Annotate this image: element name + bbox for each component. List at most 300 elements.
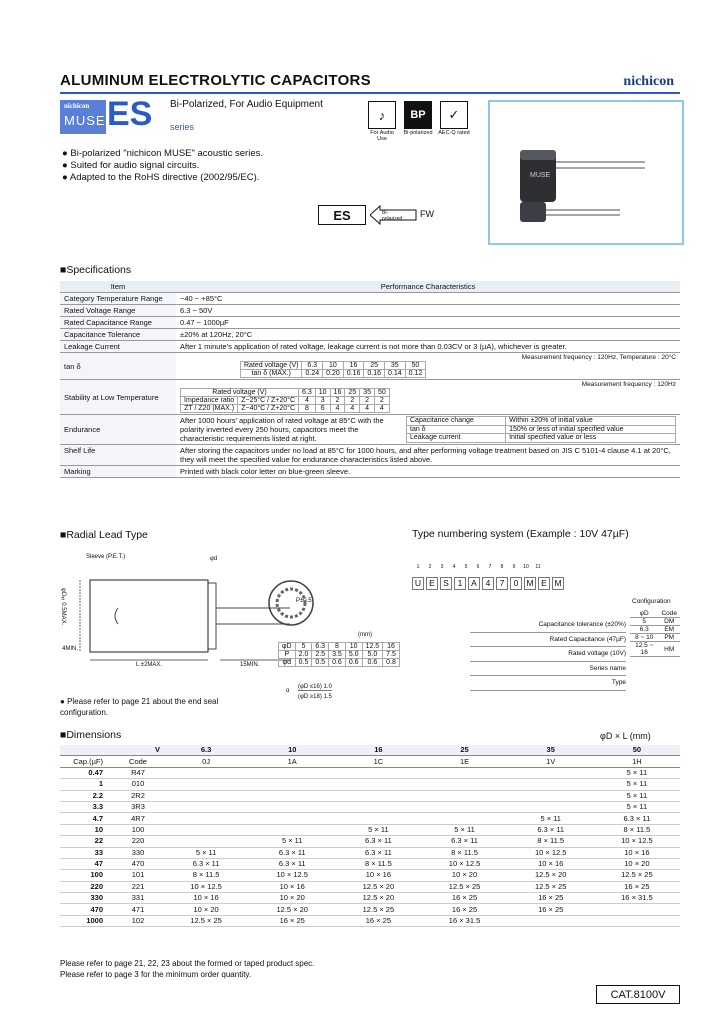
spec-key: Leakage Current <box>60 341 176 353</box>
lowtemp-voltage: 35 <box>360 389 375 397</box>
table-row <box>630 618 680 626</box>
spec-key: Capacitance Tolerance <box>60 329 176 341</box>
typenum-char: 0 <box>510 577 522 590</box>
footer-note: Please refer to page 3 for the minimum order quantity. <box>60 970 252 979</box>
end-seal-note-line2: configuration. <box>60 708 109 717</box>
dims-size <box>249 767 335 778</box>
lead-table-head: φd <box>279 659 296 667</box>
lowtemp-voltage: 6.3 <box>299 389 316 397</box>
lowtemp-cell <box>176 380 680 415</box>
bullet-text: Suited for audio signal circuits. <box>70 160 200 171</box>
dims-code: 331 <box>113 893 163 904</box>
spec-key: tan δ <box>60 353 176 380</box>
lead-cell: 6.3 <box>312 643 329 651</box>
table-row <box>60 380 680 415</box>
lowtemp-r1-label: Z−25°C / Z+20°C <box>238 397 299 405</box>
lead-cell: 0.6 <box>362 659 383 667</box>
table-row <box>279 659 400 667</box>
end-seal-icon <box>266 578 316 628</box>
dims-size: 16 × 25 <box>508 904 594 915</box>
flow-target: FW <box>420 209 434 219</box>
bullet-text: Bi-polarized "nichicon MUSE" acoustic series. <box>70 148 263 159</box>
dims-size: 6.3 × 11 <box>335 836 421 847</box>
dims-size <box>421 767 507 778</box>
config-cell: 8 ~ 10 <box>630 634 658 642</box>
dim-lead-label: 15MIN. <box>240 662 260 668</box>
lead-cell: 5.0 <box>345 651 362 659</box>
dims-size: 5 × 11 <box>594 767 680 778</box>
spec-col-item: Item <box>60 281 176 293</box>
dims-vcode: 1A <box>249 756 335 767</box>
spec-heading-text: Specifications <box>66 264 132 276</box>
config-cell: PM <box>658 634 680 642</box>
lowtemp-ir-label: Impedance ratio <box>181 397 238 405</box>
lead-cell: 2.0 <box>295 651 312 659</box>
dims-size <box>163 779 249 790</box>
dims-vcode: 1E <box>421 756 507 767</box>
dims-size <box>163 767 249 778</box>
dims-size: 8 × 11.5 <box>594 824 680 835</box>
typenum-char: E <box>426 577 438 590</box>
rohs-icon: ✓ <box>440 101 468 129</box>
tan-voltage: 50 <box>405 362 426 370</box>
config-cell: DM <box>658 618 680 626</box>
audio-icon-label: For Audio Use <box>370 130 394 142</box>
dims-heading-text: Dimensions <box>66 729 122 741</box>
dims-size <box>335 801 421 812</box>
endurance-text: After 1000 hours' application of rated voltage at 85°C with the polarity inverted every 250 hours, capacitors meet the characteristic requirements listed at right. <box>180 416 384 443</box>
lowtemp-voltage: 16 <box>330 389 345 397</box>
table-row <box>60 305 680 317</box>
dim-p-label: P±0.5 <box>296 598 312 604</box>
table-row <box>60 415 680 445</box>
table-row <box>60 813 680 824</box>
lowtemp-value: 2 <box>330 397 345 405</box>
dims-cap: 1 <box>60 779 113 790</box>
dims-size <box>163 836 249 847</box>
dims-cap: 220 <box>60 881 113 892</box>
dims-size: 10 × 20 <box>421 870 507 881</box>
lead-cell: 0.5 <box>295 659 312 667</box>
dims-size: 10 × 20 <box>163 904 249 915</box>
dims-size <box>421 790 507 801</box>
rohs-icon-label: AEC-Q rated <box>438 130 470 136</box>
tan-max-label: tan δ (MAX.) <box>241 370 302 378</box>
spec-value: Printed with black color letter on blue-green sleeve. <box>176 466 680 478</box>
product-photo <box>488 100 684 245</box>
dims-code: 2R2 <box>113 790 163 801</box>
dims-cap: 4.7 <box>60 813 113 824</box>
spec-key: Stability at Low Temperature <box>60 380 176 415</box>
end-seal-view <box>266 578 316 633</box>
typenum-char: M <box>552 577 564 590</box>
tan-voltage: 25 <box>364 362 385 370</box>
dims-code: 010 <box>113 779 163 790</box>
typenum-char: M <box>524 577 536 590</box>
typenum-label: Rated Capacitance (47µF) <box>470 633 626 648</box>
dims-size: 10 × 12.5 <box>594 836 680 847</box>
table-row <box>630 642 680 657</box>
footer-notes <box>60 958 314 980</box>
dims-code: R47 <box>113 767 163 778</box>
dims-size: 5 × 11 <box>249 836 335 847</box>
table-row <box>60 870 680 881</box>
dims-code: 100 <box>113 824 163 835</box>
table-row <box>60 893 680 904</box>
typenum-label: Series name <box>470 662 626 677</box>
radial-mm-label: (mm) <box>358 632 372 638</box>
tan-value: 0.16 <box>343 370 364 378</box>
dims-size <box>508 767 594 778</box>
catalog-number: CAT.8100V <box>596 985 680 1004</box>
table-row <box>630 610 680 618</box>
lead-cell: 5 <box>295 643 312 651</box>
rohs-icon-group <box>440 101 471 136</box>
table-row <box>279 643 400 651</box>
typenum-heading: Type numbering system (Example : 10V 47µF) <box>412 528 629 540</box>
table-row <box>60 881 680 892</box>
table-row <box>60 824 680 835</box>
radial-heading: ■Radial Lead Type <box>60 529 148 541</box>
lead-cell: 0.8 <box>383 659 400 667</box>
dims-size: 10 × 12.5 <box>163 881 249 892</box>
dims-size: 16 × 25 <box>594 881 680 892</box>
dims-cap: 100 <box>60 870 113 881</box>
dims-size: 12.5 × 25 <box>163 915 249 926</box>
table-row <box>241 362 426 370</box>
dim-d-label: φD±0.5MAX. <box>60 588 66 626</box>
table-row <box>60 801 680 812</box>
table-row <box>60 904 680 915</box>
config-cell: 5 <box>630 618 658 626</box>
dims-unit: φD × L (mm) <box>600 731 651 741</box>
config-cell: EM <box>658 626 680 634</box>
audio-icon-group <box>368 101 399 142</box>
table-row <box>60 915 680 926</box>
dims-cap: 22 <box>60 836 113 847</box>
dims-code: 471 <box>113 904 163 915</box>
table-row <box>60 745 680 756</box>
dims-size <box>249 790 335 801</box>
dims-voltage: 50 <box>594 745 680 756</box>
capacitor-illustration <box>490 102 682 243</box>
dims-size <box>335 767 421 778</box>
bipolar-icon-group <box>404 101 435 136</box>
table-row <box>60 353 680 380</box>
lead-table-head: φD <box>279 643 296 651</box>
dims-size: 5 × 11 <box>163 847 249 858</box>
dims-size <box>508 779 594 790</box>
spec-col-perf: Performance Characteristics <box>176 281 680 293</box>
lead-cell: 2.5 <box>312 651 329 659</box>
config-cell: HM <box>658 642 680 657</box>
config-cell: 6.3 <box>630 626 658 634</box>
typenum-labels <box>470 618 626 691</box>
tan-cell <box>176 353 680 380</box>
lead-cell: 5.0 <box>362 651 383 659</box>
typenum-position: 4 <box>452 564 456 570</box>
table-row <box>60 790 680 801</box>
lead-dim-label: φd <box>210 556 218 562</box>
dim-l-label: L ±2MAX. <box>136 662 163 668</box>
config-head: φD <box>630 610 658 618</box>
dims-size: 10 × 12.5 <box>508 847 594 858</box>
series-code: ES <box>107 95 153 133</box>
dims-size: 8 × 11.5 <box>421 847 507 858</box>
typenum-position: 6 <box>476 564 480 570</box>
flow-es-box: ES <box>318 205 366 225</box>
dims-size: 16 × 25 <box>421 893 507 904</box>
lowtemp-voltage: 10 <box>315 389 330 397</box>
lowtemp-value: 4 <box>374 405 389 413</box>
typenum-char: E <box>538 577 550 590</box>
dims-code: 220 <box>113 836 163 847</box>
dims-cap-label: Cap.(µF) <box>60 756 113 767</box>
lowtemp-value: 2 <box>345 397 360 405</box>
typenum-position: 10 <box>523 564 529 570</box>
lowtemp-value: 6 <box>315 405 330 413</box>
endurance-table <box>406 416 676 443</box>
dims-size <box>421 801 507 812</box>
dims-size: 16 × 25 <box>249 915 335 926</box>
lowtemp-value: 4 <box>345 405 360 413</box>
table-row <box>630 634 680 642</box>
lowtemp-value: 8 <box>299 405 316 413</box>
brand-logo: nichicon <box>623 74 674 89</box>
dims-size <box>249 813 335 824</box>
endurance-key: tan δ <box>407 425 506 434</box>
dims-size <box>163 824 249 835</box>
flow-arrow-label: Bi-polarized <box>382 210 403 222</box>
table-row <box>60 756 680 767</box>
feature-list <box>62 148 263 184</box>
dims-size: 12.5 × 20 <box>335 893 421 904</box>
list-item: ● Suited for audio signal circuits. <box>62 160 200 171</box>
spec-key: Rated Capacitance Range <box>60 317 176 329</box>
dimensions-table <box>60 745 680 927</box>
table-row <box>60 317 680 329</box>
spec-value: 0.47 ~ 1000µF <box>176 317 680 329</box>
dims-size: 5 × 11 <box>335 824 421 835</box>
dims-size <box>594 904 680 915</box>
dims-code: 221 <box>113 881 163 892</box>
lowtemp-value: 3 <box>315 397 330 405</box>
typenum-label: Capacitance tolerance (±20%) <box>470 618 626 633</box>
dims-size: 5 × 11 <box>508 813 594 824</box>
dims-vcode: 1H <box>594 756 680 767</box>
tan-voltage: 35 <box>384 362 405 370</box>
dims-size: 12.5 × 25 <box>594 870 680 881</box>
typenum-digits <box>412 555 566 591</box>
lowtemp-value: 2 <box>374 397 389 405</box>
spec-key: Marking <box>60 466 176 478</box>
endurance-cell <box>176 415 680 445</box>
dims-size: 10 × 12.5 <box>421 858 507 869</box>
dims-v-label: V <box>60 745 163 756</box>
typenum-position: 2 <box>428 564 432 570</box>
spec-value: ±20% at 120Hz, 20°C <box>176 329 680 341</box>
spec-value: 6.3 ~ 50V <box>176 305 680 317</box>
lead-table <box>278 642 400 667</box>
table-row <box>241 370 426 378</box>
footer-note: Please refer to page 21, 22, 23 about the formed or taped product spec. <box>60 959 315 968</box>
typenum-position: 7 <box>488 564 492 570</box>
dims-cap: 330 <box>60 893 113 904</box>
typenum-label: Type <box>470 676 626 691</box>
dims-size: 16 × 25 <box>421 904 507 915</box>
end-seal-note: ● Please refer to page 21 about the end seal configuration. <box>60 697 219 717</box>
dims-size <box>163 801 249 812</box>
table-row <box>60 779 680 790</box>
dim-4-label: 4MIN. <box>62 646 79 652</box>
tan-voltage: 10 <box>323 362 344 370</box>
tan-table <box>240 361 426 378</box>
endurance-value: 150% or less of initial specified value <box>506 425 676 434</box>
dims-size <box>163 813 249 824</box>
lowtemp-value: 4 <box>299 397 316 405</box>
dims-cap: 33 <box>60 847 113 858</box>
dims-voltage: 25 <box>421 745 507 756</box>
sleeve-label: Sleeve (P.E.T.) <box>86 554 126 560</box>
endurance-key: Capacitance change <box>407 417 506 426</box>
table-row <box>181 405 390 413</box>
dims-cap: 470 <box>60 904 113 915</box>
typenum-num-row <box>412 555 566 573</box>
table-row <box>60 445 680 466</box>
config-title: Configuration <box>632 598 671 605</box>
lowtemp-note: Measurement frequency : 120Hz <box>581 381 676 388</box>
dims-size: 5 × 11 <box>594 801 680 812</box>
typenum-char: 7 <box>496 577 508 590</box>
dims-size: 5 × 11 <box>421 824 507 835</box>
config-cell: 12.5 ~ 16 <box>630 642 658 657</box>
lowtemp-r2-label: Z−40°C / Z+20°C <box>238 405 299 413</box>
lead-cell: 0.6 <box>329 659 346 667</box>
dims-vcode: 1V <box>508 756 594 767</box>
dims-size: 12.5 × 20 <box>335 881 421 892</box>
typenum-char: U <box>412 577 424 590</box>
page-title: ALUMINUM ELECTROLYTIC CAPACITORS <box>60 72 371 89</box>
dims-size: 10 × 16 <box>594 847 680 858</box>
dims-size: 10 × 16 <box>249 881 335 892</box>
dims-size: 12.5 × 20 <box>508 870 594 881</box>
dims-size: 16 × 25 <box>508 893 594 904</box>
series-subtitle: Bi-Polarized, For Audio Equipment <box>170 99 323 110</box>
muse-logo-brand: nichicon <box>64 102 90 110</box>
dims-size <box>508 801 594 812</box>
dims-size: 10 × 16 <box>163 893 249 904</box>
dims-size: 8 × 11.5 <box>335 858 421 869</box>
dims-cap: 47 <box>60 858 113 869</box>
lead-table-head: P <box>279 651 296 659</box>
dims-size <box>249 824 335 835</box>
typenum-char: A <box>468 577 480 590</box>
bullet-text: Adapted to the RoHS directive (2002/95/EC). <box>69 172 260 183</box>
typenum-position: 8 <box>500 564 504 570</box>
dims-size: 6.3 × 11 <box>508 824 594 835</box>
dims-cap: 10 <box>60 824 113 835</box>
lowtemp-rv-label: Rated voltage (V) <box>181 389 299 397</box>
dims-code: 3R3 <box>113 801 163 812</box>
endurance-key: Leakage current <box>407 434 506 443</box>
radial-heading-text: Radial Lead Type <box>66 529 148 541</box>
typenum-char-row <box>412 573 566 591</box>
spec-heading: ■Specifications <box>60 264 132 276</box>
lowtemp-voltage: 25 <box>345 389 360 397</box>
dims-code: 470 <box>113 858 163 869</box>
dims-voltage: 10 <box>249 745 335 756</box>
svg-text:MUSE: MUSE <box>530 172 551 179</box>
lowtemp-value: 4 <box>360 405 375 413</box>
dims-size: 10 × 16 <box>508 858 594 869</box>
spec-key: Endurance <box>60 415 176 445</box>
dims-size: 5 × 11 <box>594 790 680 801</box>
table-row <box>181 397 390 405</box>
spec-table <box>60 281 680 478</box>
dims-size <box>335 813 421 824</box>
table-row <box>60 847 680 858</box>
lowtemp-ir-label2: ZT / Z20 (MAX.) <box>181 405 238 413</box>
tan-value: 0.14 <box>384 370 405 378</box>
typenum-position: 5 <box>464 564 468 570</box>
table-row <box>60 329 680 341</box>
lowtemp-voltage: 50 <box>374 389 389 397</box>
dims-code: 101 <box>113 870 163 881</box>
tan-voltage: 16 <box>343 362 364 370</box>
dims-cap: 3.3 <box>60 801 113 812</box>
dims-size: 12.5 × 20 <box>249 904 335 915</box>
typenum-char: 4 <box>482 577 494 590</box>
spec-key: Rated Voltage Range <box>60 305 176 317</box>
list-item: ● Bi-polarized "nichicon MUSE" acoustic series. <box>62 148 263 159</box>
lead-cell: 8 <box>329 643 346 651</box>
spec-key: Category Temperature Range <box>60 293 176 305</box>
lead-cell: 10 <box>345 643 362 651</box>
config-head: Code <box>658 610 680 618</box>
dims-size: 12.5 × 25 <box>508 881 594 892</box>
lead-cell: 0.6 <box>345 659 362 667</box>
tan-voltage: 6.3 <box>302 362 323 370</box>
dims-code: 102 <box>113 915 163 926</box>
dims-size: 10 × 20 <box>594 858 680 869</box>
dims-size: 10 × 20 <box>249 893 335 904</box>
dims-size: 12.5 × 25 <box>335 904 421 915</box>
dims-size: 6.3 × 11 <box>249 847 335 858</box>
dims-voltage: 6.3 <box>163 745 249 756</box>
table-row <box>60 293 680 305</box>
lead-cell: 16 <box>383 643 400 651</box>
dims-code: 330 <box>113 847 163 858</box>
tan-value: 0.12 <box>405 370 426 378</box>
table-row <box>181 389 390 397</box>
dims-voltage: 35 <box>508 745 594 756</box>
dims-size: 10 × 12.5 <box>249 870 335 881</box>
alpha-value-1: (φD ≤16) 1.0 <box>298 684 332 690</box>
dims-size <box>163 790 249 801</box>
spec-key: Shelf Life <box>60 445 176 466</box>
table-row <box>630 626 680 634</box>
dims-size: 16 × 31.5 <box>594 893 680 904</box>
typenum-label: Rated voltage (10V) <box>470 647 626 662</box>
dims-size: 6.3 × 11 <box>594 813 680 824</box>
dims-size: 8 × 11.5 <box>163 870 249 881</box>
title-rule <box>60 92 680 94</box>
dims-size <box>249 801 335 812</box>
bipolar-icon-label: Bi-polarized <box>403 130 433 136</box>
table-row <box>60 767 680 778</box>
lowtemp-value: 4 <box>330 405 345 413</box>
dims-size: 6.3 × 11 <box>163 858 249 869</box>
